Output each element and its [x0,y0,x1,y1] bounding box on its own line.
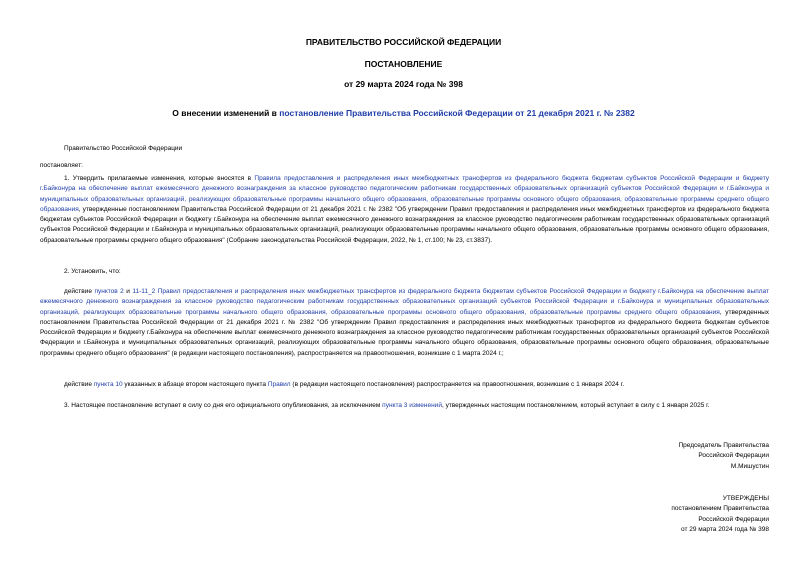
rules-link[interactable]: Правила предоставления и распределения иных межбюджетных трансфертов из федерального бюджета бюджетам субъектов Российской Федерации и бюджету г.Байконура на обеспечение выплат ежемесячного денежного вознаграждения за классное руководство педагогическим работникам государственных образовательных организаций субъектов Российской Федерации и г.Байконура и муниципальных образовательных организаций, реализующих образовательные программы начального общего образования, образовательные программы основного общего образования, образовательные программы среднего общего образования [40,175,769,213]
paragraph-2a [40,287,769,359]
paragraph-2a-text-a: действие [64,288,95,295]
document-title [0,108,807,118]
rules-short-link[interactable]: Правил [267,381,291,388]
point-3-changes-link[interactable]: пункта 3 изменений [382,402,442,409]
approved-by: постановлением Правительства [671,505,769,513]
title-prefix: О внесении изменений в [172,108,280,118]
paragraph-2: 2. Установить, что: [64,268,121,275]
points-2-link[interactable]: пунктов 2 [94,288,124,295]
paragraph-1 [40,174,769,246]
approved-block [671,494,769,535]
paragraph-2b-text-c: (в редакции настоящего постановления) распространяется на правоотношения, возникшие с 1 января 2024 г. [290,381,625,388]
signature-block [678,441,769,472]
paragraph-2b [40,380,769,390]
paragraph-3-text-a: 3. Настоящее постановление вступает в силу со дня его официального опубликования, за исключением [64,402,383,409]
point-10-link[interactable]: пункта 10 [93,381,123,388]
paragraph-2a-text-b: и [123,288,133,295]
paragraph-2b-text-a: действие [64,381,94,388]
paragraph-1-text-a: 1. Утвердить прилагаемые изменения, которые вносятся в [64,175,255,182]
signature-title: Председатель Правительства [678,442,769,449]
paragraph-2b-text-b: указанных в абзаце втором настоящего пункта [122,381,268,388]
decrees-word: постановляет: [40,162,83,169]
paragraph-3 [40,401,769,411]
signature-name: М.Мишустин [730,462,769,470]
signature-org: Российской Федерации [698,452,769,460]
approved-org: Российской Федерации [698,515,769,523]
government-line: Правительство Российской Федерации [64,145,183,152]
title-link[interactable]: постановление Правительства Российской Федерации от 21 декабря 2021 г. № 2382 [279,108,635,118]
paragraph-2a-text-c: , утвержденных постановлением Правительства Российской Федерации от 21 декабря 2021 г. № 2382 "Об утверждении Правил предоставления и распределения иных межбюджетных трансфертов из федерального бюджета бюджетам субъектов Российской Федерации и бюджету г.Байконура на обеспечение выплат ежемесячного денежного вознаграждения за классное руководство педагогическим работникам государственных образовательных организаций субъектов Российской Федерации и г.Байконура и муниципальных образовательных организаций, реализующих образовательные программы начального общего образования, образовательные программы основного общего образования, образовательные программы среднего общего образования" (в редакции настоящего постановления), распространяется на правоотношения, возникшие с 1 марта 2024 г.; [40,308,769,357]
approved-date: от 29 марта 2024 года № 398 [681,525,769,533]
document-type: ПОСТАНОВЛЕНИЕ [364,59,443,69]
government-heading: ПРАВИТЕЛЬСТВО РОССИЙСКОЙ ФЕДЕРАЦИИ [305,37,502,47]
paragraph-3-text-b: , утвержденных настоящим постановлением, который вступает в силу с 1 января 2025 г. [441,402,710,409]
paragraph-1-text-b: , утвержденные постановлением Правительства Российской Федерации от 21 декабря 2021 г. № 2382 "Об утверждении Правил предоставления и распределения иных межбюджетных трансфертов из федерального бюджета бюджетам субъектов Российской Федерации и бюджету г.Байконура на обеспечение выплат ежемесячного денежного вознаграждения за классное руководство педагогическим работникам государственных образовательных организаций субъектов Российской Федерации и г.Байконура и муниципальных образовательных организаций, реализующих образовательные программы начального общего образования, образовательные программы основного общего образования, образовательные программы среднего общего образования" (Собрание законодательства Российской Федерации, 2022, № 1, ст.100; № 23, ст.3837). [40,205,769,244]
document-date-number: от 29 марта 2024 года № 398 [344,79,463,89]
points-11-link[interactable]: 11-11_2 Правил предоставления и распределения иных межбюджетных трансфертов из федерального бюджета бюджетам субъектов Российской Федерации и бюджету г.Байконура на обеспечение выплат ежемесячного денежного вознаграждения за классное руководство педагогическим работникам государственных образовательных организаций субъектов Российской Федерации и г.Байконура и муниципальных образовательных организаций, реализующих образовательные программы начального общего образования, образовательные программы основного общего образования, образовательные программы среднего общего образования [40,288,770,316]
approved-label: УТВЕРЖДЕНЫ [722,495,769,502]
